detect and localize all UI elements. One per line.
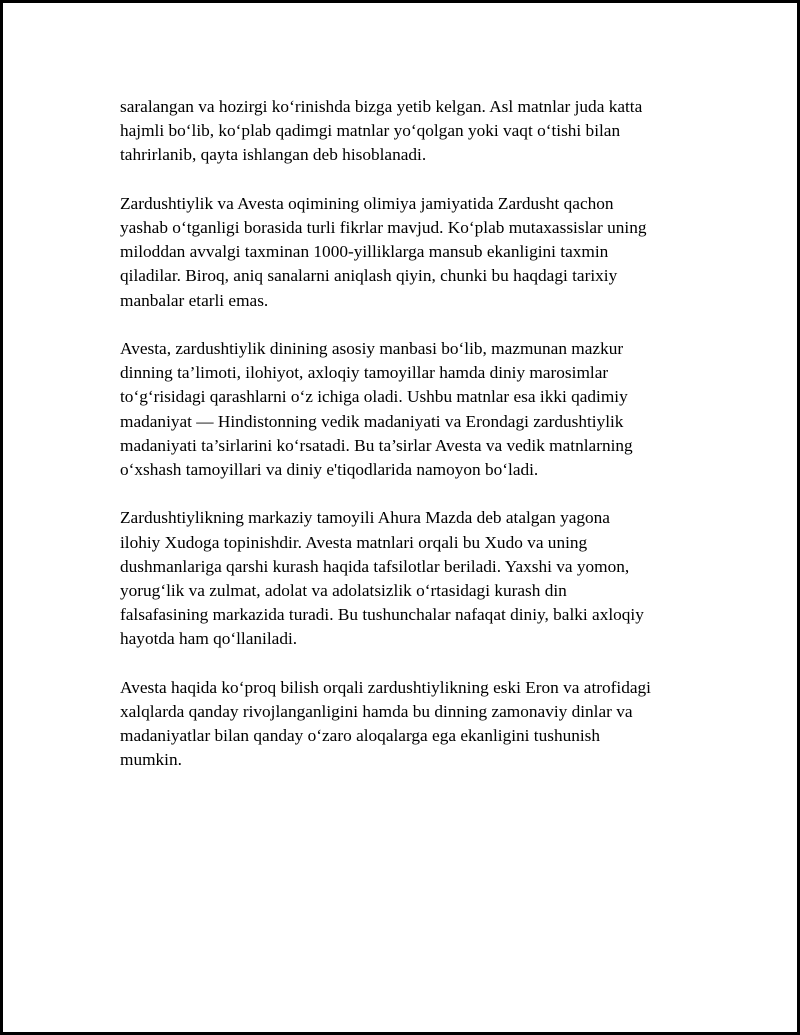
- text-line: Zardushtiylikning markaziy tamoyili Ahura Mazda deb atalgan yagona: [120, 508, 610, 528]
- paragraph-4: [120, 506, 700, 651]
- text-line: Avesta, zardushtiylik dinining asosiy manbasi boʻlib, mazmunan mazkur: [120, 339, 624, 358]
- text-line: falsafasining markazida turadi. Bu tushunchalar nafaqat diniy, balki axloqiy: [120, 605, 644, 625]
- text-line: dushmanlariga qarshi kurash haqida tafsilotlar beriladi. Yaxshi va yomon,: [120, 556, 630, 576]
- text-line: qiladilar. Biroq, aniq sanalarni aniqlash qiyin, chunki bu haqdagi tarixiy: [120, 266, 618, 286]
- paragraph-1: [120, 95, 700, 168]
- text-line: tahrirlanib, qayta ishlangan deb hisoblanadi.: [120, 145, 427, 165]
- paragraph-3: [120, 337, 700, 482]
- text-line: Avesta haqida koʻproq bilish orqali zardushtiylikning eski Eron va atrofidagi: [120, 677, 651, 697]
- text-line: Zardushtiylik va Avesta oqimining olimiya jamiyatida Zardusht qachon: [120, 193, 614, 213]
- text-line: saralangan va hozirgi koʻrinishda bizga yetib kelgan. Asl matnlar juda katta: [120, 97, 643, 116]
- text-line: dinning ta’limoti, ilohiyot, axloqiy tamoyillar hamda diniy marosimlar: [120, 363, 609, 383]
- text-line: mumkin.: [120, 750, 182, 770]
- paragraph-5: [120, 676, 700, 773]
- text-line: madaniyatlar bilan qanday oʻzaro aloqalarga ega ekanligini tushunish: [120, 726, 601, 746]
- text-line: ilohiy Xudoga topinishdir. Avesta matnlari orqali bu Xudo va uning: [120, 532, 588, 552]
- text-line: xalqlarda qanday rivojlanganligini hamda bu dinning zamonaviy dinlar va: [120, 702, 633, 722]
- paragraph-2: [120, 192, 700, 313]
- text-line: miloddan avvalgi taxminan 1000-yilliklarga mansub ekanligini taxmin: [120, 242, 609, 262]
- text-line: hajmli boʻlib, koʻplab qadimgi matnlar yoʻqolgan yoki vaqt oʻtishi bilan: [120, 121, 621, 141]
- text-line: toʻgʻrisidagi qarashlarni oʻz ichiga oladi. Ushbu matnlar esa ikki qadimiy: [120, 387, 628, 407]
- text-line: hayotda ham qoʻllaniladi.: [120, 629, 298, 649]
- text-line: madaniyati ta’sirlarini koʻrsatadi. Bu ta’sirlar Avesta va vedik matnlarning: [120, 435, 633, 455]
- text-line: madaniyat — Hindistonning vedik madaniyati va Erondagi zardushtiylik: [120, 411, 624, 431]
- text-line: manbalar etarli emas.: [120, 290, 269, 310]
- document-body: [120, 95, 700, 797]
- text-line: oʻxshash tamoyillari va diniy e'tiqodlarida namoyon boʻladi.: [120, 460, 539, 480]
- text-line: yorugʻlik va zulmat, adolat va adolatsizlik oʻrtasidagi kurash din: [120, 581, 567, 601]
- text-line: yashab oʻtganligi borasida turli fikrlar mavjud. Koʻplab mutaxassislar uning: [120, 218, 647, 237]
